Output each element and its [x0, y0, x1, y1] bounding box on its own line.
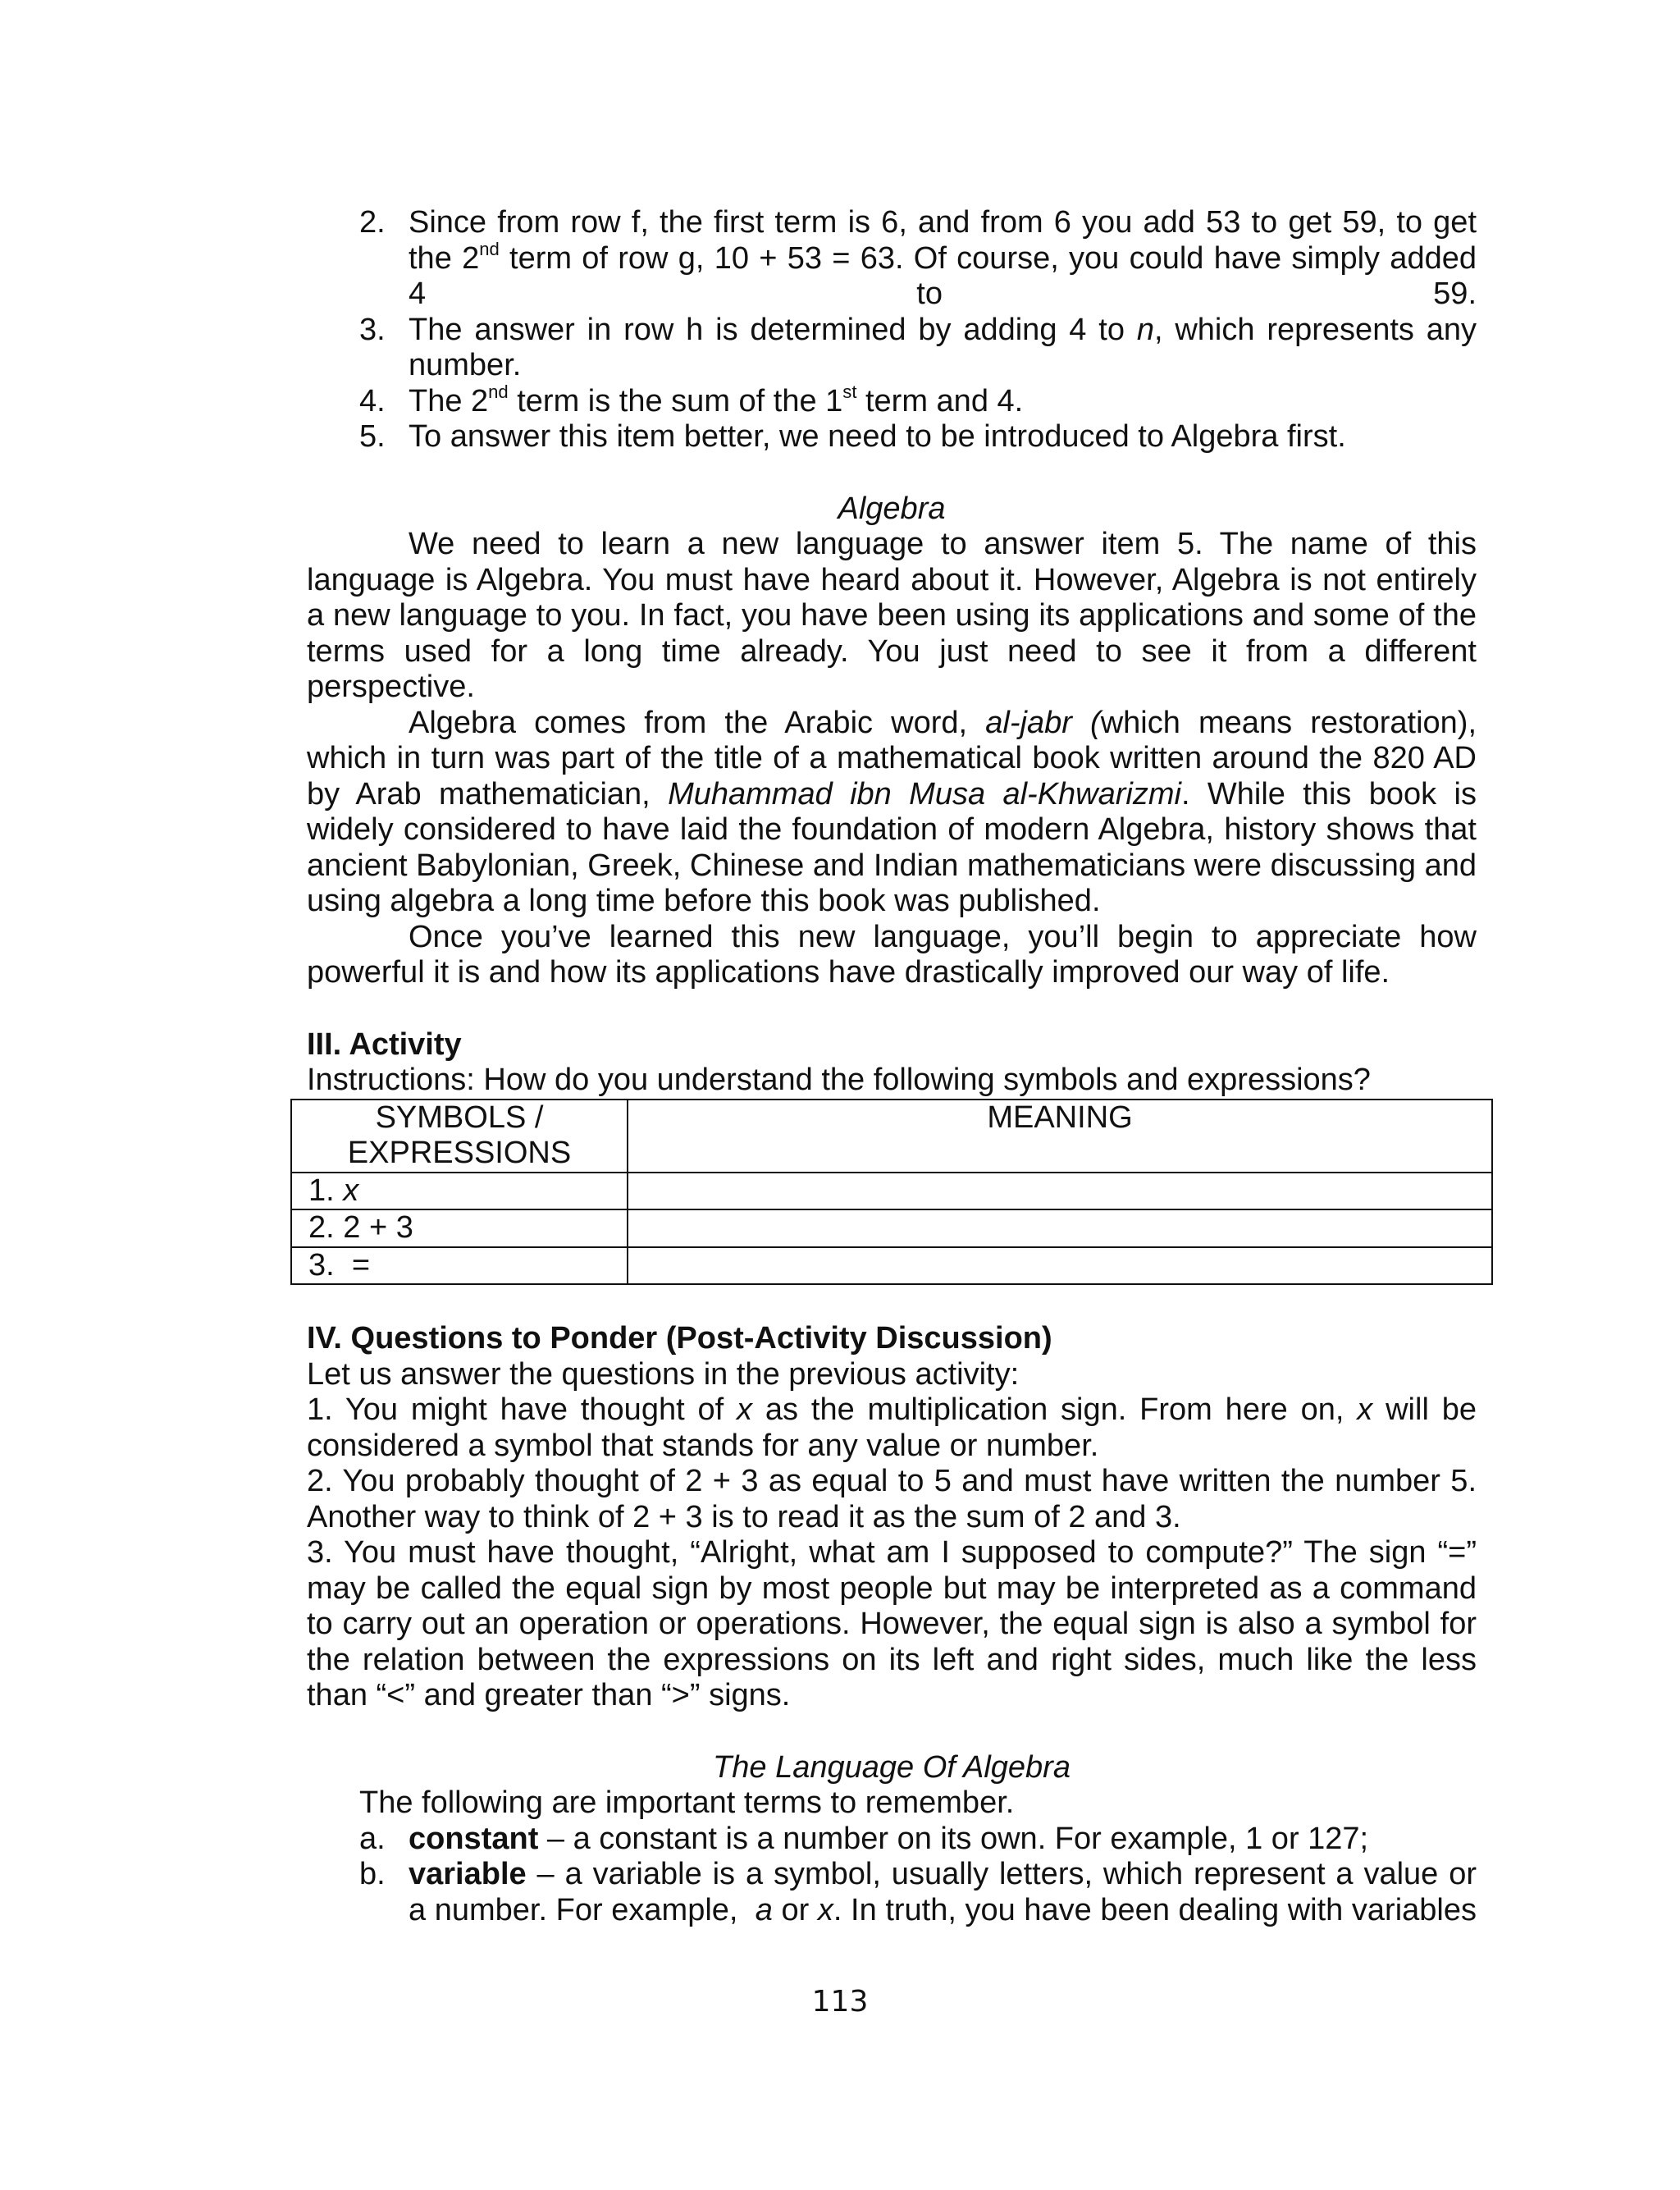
table-cell: 3. = [291, 1247, 628, 1285]
column-header-symbols: SYMBOLS / EXPRESSIONS [291, 1100, 628, 1173]
list-marker: 4. [359, 383, 386, 418]
paragraph: We need to learn a new language to answer item 5. The name of this language is Algebra. You must have heard about it. However, Algebra is not entirely a new language to you. In fact, you have been using its applications and some of the terms used for a long time already. You just need to see it from a different perspective. [307, 527, 1477, 704]
table-cell: 2. 2 + 3 [291, 1209, 628, 1247]
list-marker: a. [359, 1821, 386, 1856]
term-item [307, 1857, 1486, 1928]
numbered-list [307, 205, 1477, 455]
list-text: Since from row f, the first term is 6, and from 6 you add 53 to get 59, to get the 2nd term of row g, 10 + 53 = 63. Of course, you could have simply added 4 to 59. [409, 205, 1477, 311]
answer-3: 3. You must have thought, “Alright, what am I supposed to compute?” The sign “=” may be called the equal sign by most people but may be interpreted as a command to carry out an operation or operations. However, the equal sign is also a symbol for the relation between the expressions on its left and right sides, much like the less than “<” and greater than “>” signs. [307, 1535, 1477, 1712]
list-text: The answer in row h is determined by adding 4 to n, which represents any number. [409, 312, 1477, 382]
answer-1: 1. You might have thought of x as the multiplication sign. From here on, x will be considered a symbol that stands for any value or number. [307, 1392, 1477, 1463]
page-number: 113 [811, 1985, 869, 2019]
list-marker: 5. [359, 419, 386, 454]
questions-heading: IV. Questions to Ponder (Post-Activity Discussion) [307, 1321, 1052, 1356]
questions-intro: Let us answer the questions in the previous activity: [307, 1356, 1020, 1392]
terms-list [307, 1821, 1486, 1929]
table-row [291, 1247, 1492, 1285]
terms-intro: The following are important terms to remember. [359, 1785, 1015, 1820]
table-cell-meaning[interactable] [628, 1209, 1492, 1247]
table-cell-meaning[interactable] [628, 1247, 1492, 1285]
paragraph: Once you’ve learned this new language, you’ll begin to appreciate how powerful it is and how its applications have drastically improved our way of life. [307, 919, 1477, 990]
list-text: The 2nd term is the sum of the 1st term and 4. [409, 381, 1024, 418]
answer-2: 2. You probably thought of 2 + 3 as equal to 5 and must have written the number 5. Another way to think of 2 + 3 is to read it as the sum of 2 and 3. [307, 1464, 1477, 1534]
term-item [307, 1822, 1477, 1858]
list-marker: 2. [359, 205, 386, 240]
list-text: To answer this item better, we need to be introduced to Algebra first. [409, 419, 1346, 454]
term-text: variable – a variable is a symbol, usually letters, which represent a value or a number. For example, a or x. In truth, you have been dealing with variables [409, 1857, 1486, 1927]
activity-heading: III. Activity [307, 1026, 462, 1062]
section-title-language: The Language Of Algebra [713, 1749, 1071, 1785]
activity-table [290, 1099, 1493, 1286]
table-cell-meaning[interactable] [628, 1173, 1492, 1210]
list-item [307, 205, 1477, 313]
table-cell: 1. x [291, 1173, 628, 1210]
activity-instructions: Instructions: How do you understand the following symbols and expressions? [307, 1063, 1371, 1097]
table-header-row [291, 1100, 1492, 1173]
section-title-algebra: Algebra [838, 491, 946, 526]
term-text: constant – a constant is a number on its own. For example, 1 or 127; [409, 1821, 1369, 1856]
table-row [291, 1209, 1492, 1247]
list-item [307, 313, 1477, 384]
paragraph: Algebra comes from the Arabic word, al-jabr (which means restoration), which in turn was part of the title of a mathematical book written around the 820 AD by Arab mathematician, Muhammad ibn Musa al-Khwarizmi. While this book is widely considered to have laid the foundation of modern Algebra, history shows that ancient Babylonian, Greek, Chinese and Indian mathematicians were discussing and using algebra a long time before this book was published. [307, 705, 1477, 918]
column-header-meaning: MEANING [628, 1100, 1492, 1173]
table-row [291, 1173, 1492, 1210]
list-marker: 3. [359, 312, 386, 347]
list-item [307, 419, 1477, 455]
list-marker: b. [359, 1857, 386, 1891]
list-item [307, 381, 1477, 420]
page-content [307, 205, 1486, 1928]
